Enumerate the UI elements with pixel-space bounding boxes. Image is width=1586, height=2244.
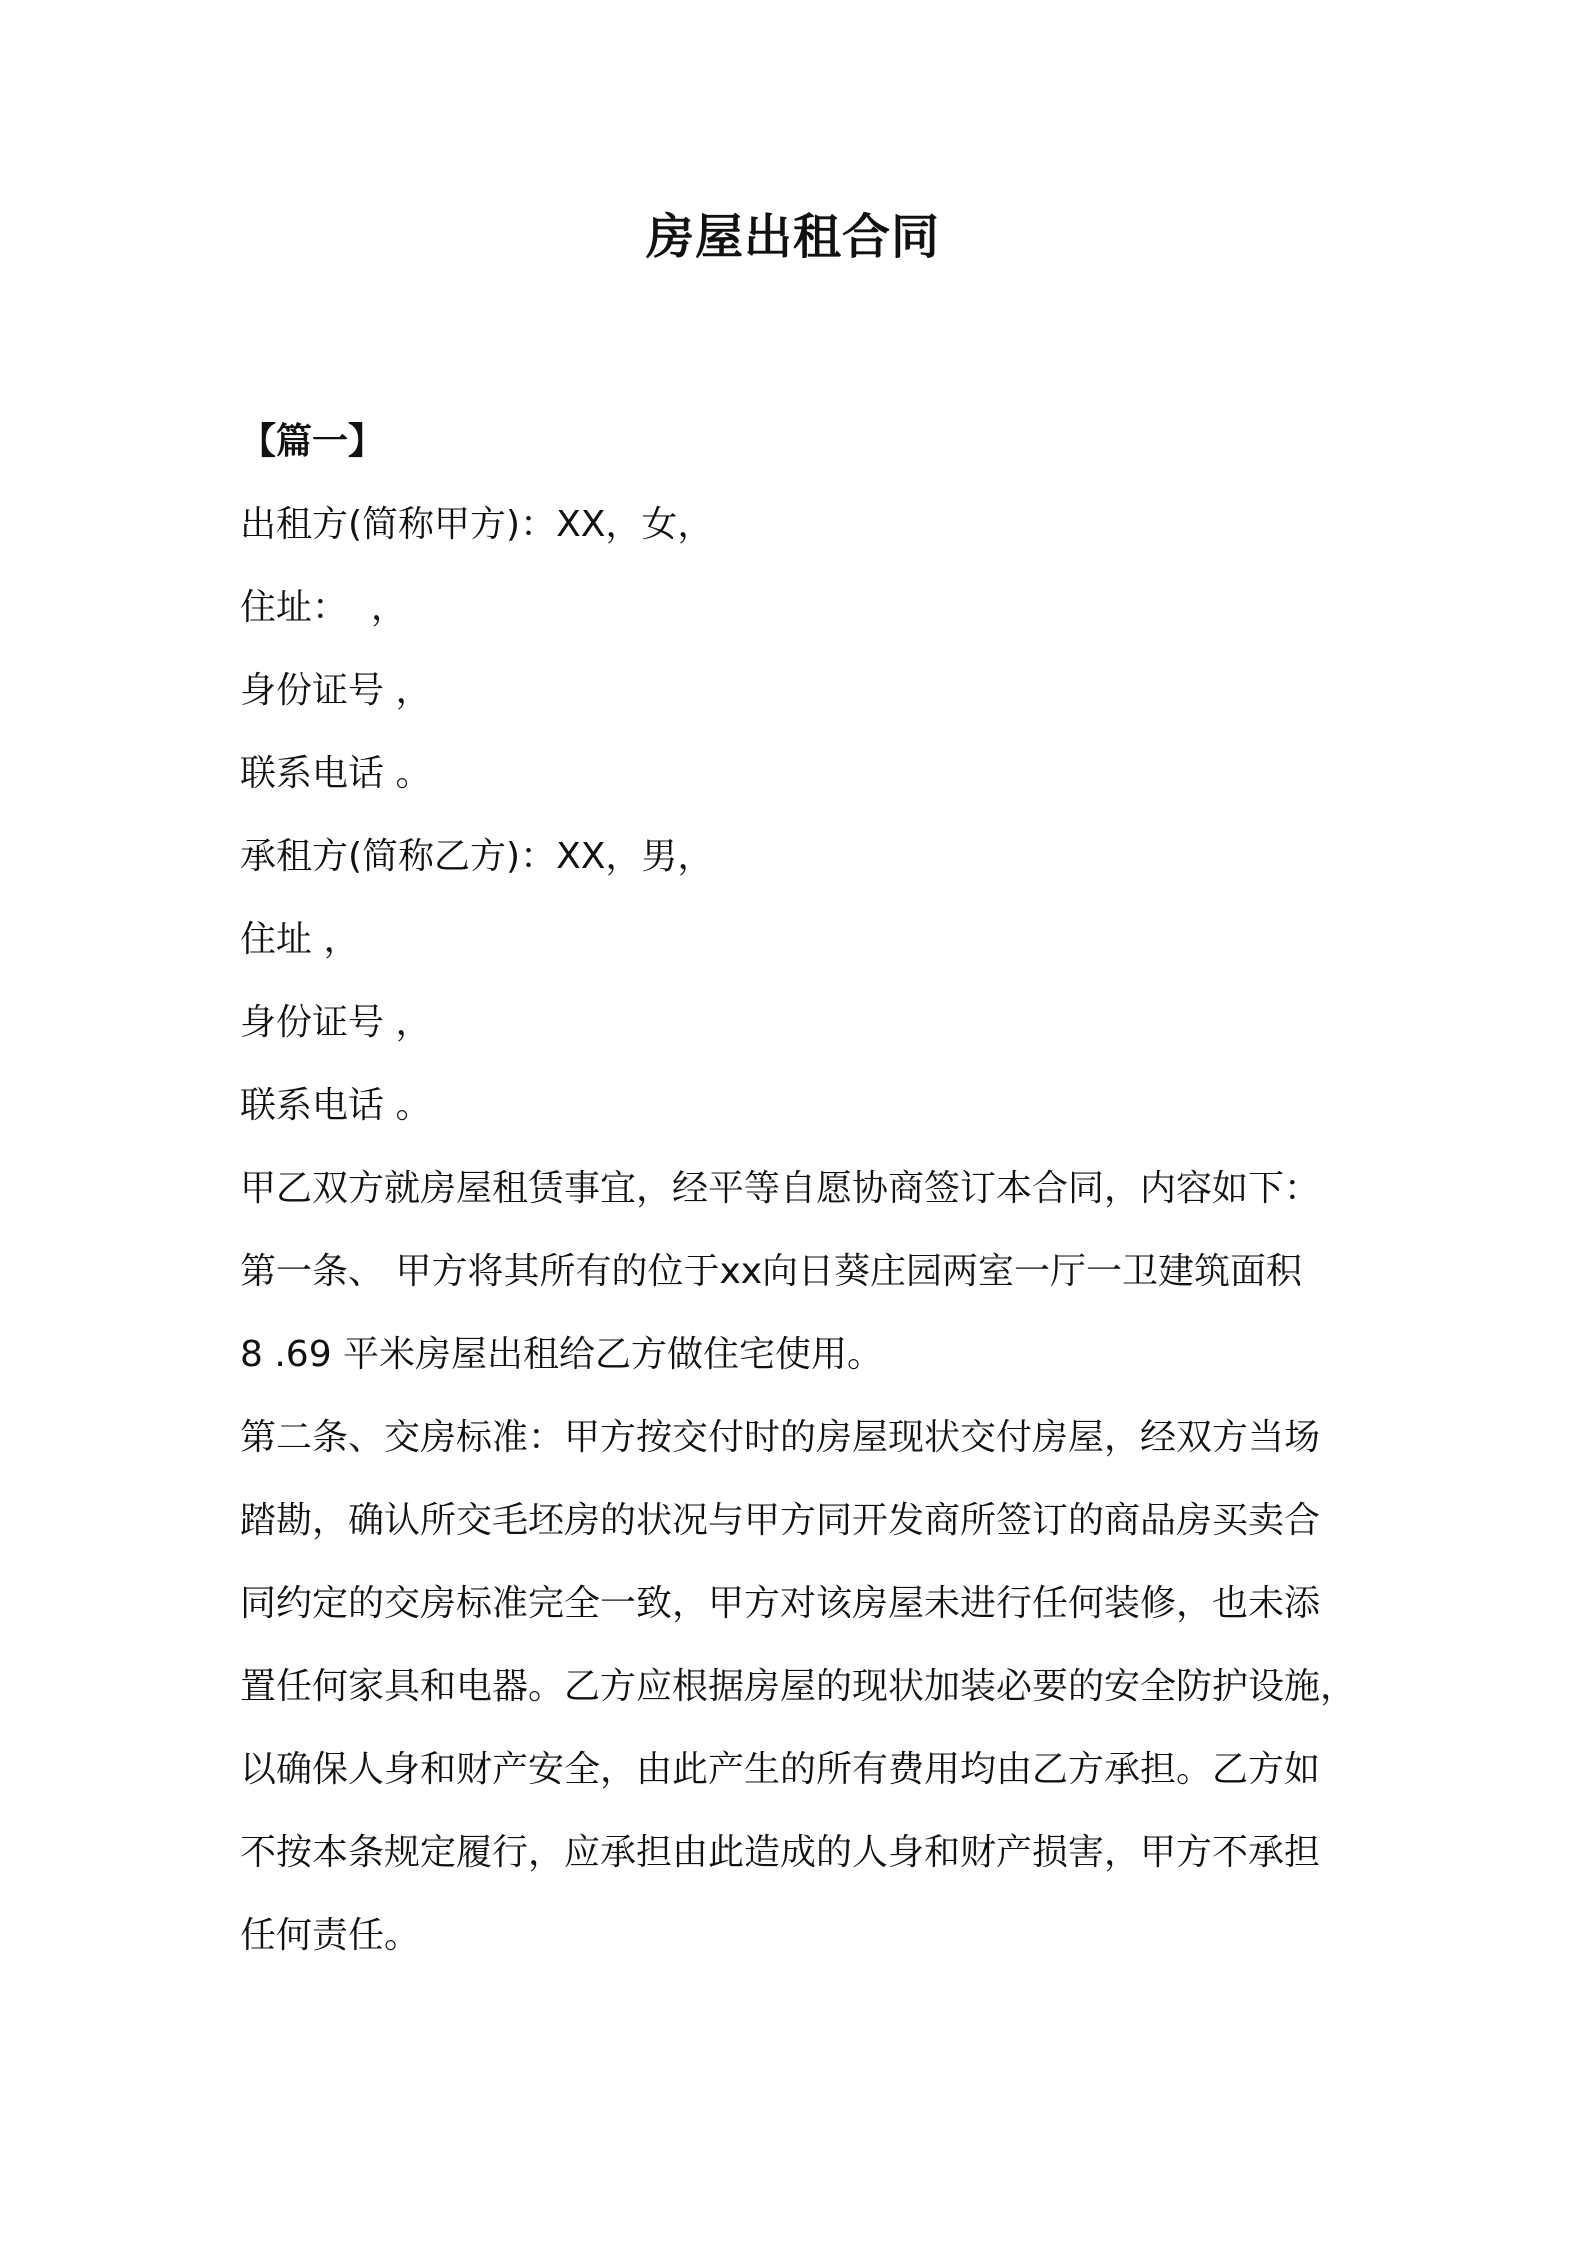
article-1-line-2: 8 .69 平米房屋出租给乙方做住宅使用。 [240, 1334, 884, 1375]
article-2-line-1: 第二条、交房标准：甲方按交付时的房屋现状交付房屋，经双方当场 [240, 1417, 1321, 1458]
section-label: 【篇一】 [240, 421, 385, 462]
article-2-line-4: 置任何家具和电器。乙方应根据房屋的现状加装必要的安全防护设施， [240, 1666, 1357, 1707]
party-a-address-line: 住址： ， [240, 587, 407, 628]
party-a-phone-line: 联系电话 。 [240, 753, 432, 794]
party-a-name-line: 出租方(简称甲方)：XX，女， [240, 504, 714, 545]
article-1-line-1: 第一条、 甲方将其所有的位于xx向日葵庄园两室一厅一卫建筑面积 [240, 1251, 1303, 1292]
article-2-line-7: 任何责任。 [240, 1915, 421, 1956]
preamble-line: 甲乙双方就房屋租赁事宜，经平等自愿协商签订本合同，内容如下： [240, 1168, 1321, 1209]
document-body [240, 400, 1370, 1977]
article-2-line-6: 不按本条规定履行，应承担由此造成的人身和财产损害，甲方不承担 [240, 1832, 1321, 1873]
article-2-line-3: 同约定的交房标准完全一致，甲方对该房屋未进行任何装修，也未添 [240, 1583, 1321, 1624]
party-b-name-line: 承租方(简称乙方)：XX，男， [240, 836, 714, 877]
party-b-address-line: 住址 ， [240, 919, 360, 960]
party-a-id-line: 身份证号 ， [240, 670, 432, 711]
article-2-line-5: 以确保人身和财产安全，由此产生的所有费用均由乙方承担。乙方如 [240, 1749, 1321, 1790]
party-b-phone-line: 联系电话 。 [240, 1085, 432, 1126]
party-b-id-line: 身份证号 ， [240, 1002, 432, 1043]
article-2-line-2: 踏勘，确认所交毛坯房的状况与甲方同开发商所签订的商品房买卖合 [240, 1500, 1321, 1541]
document-title: 房屋出租合同 [645, 209, 940, 265]
